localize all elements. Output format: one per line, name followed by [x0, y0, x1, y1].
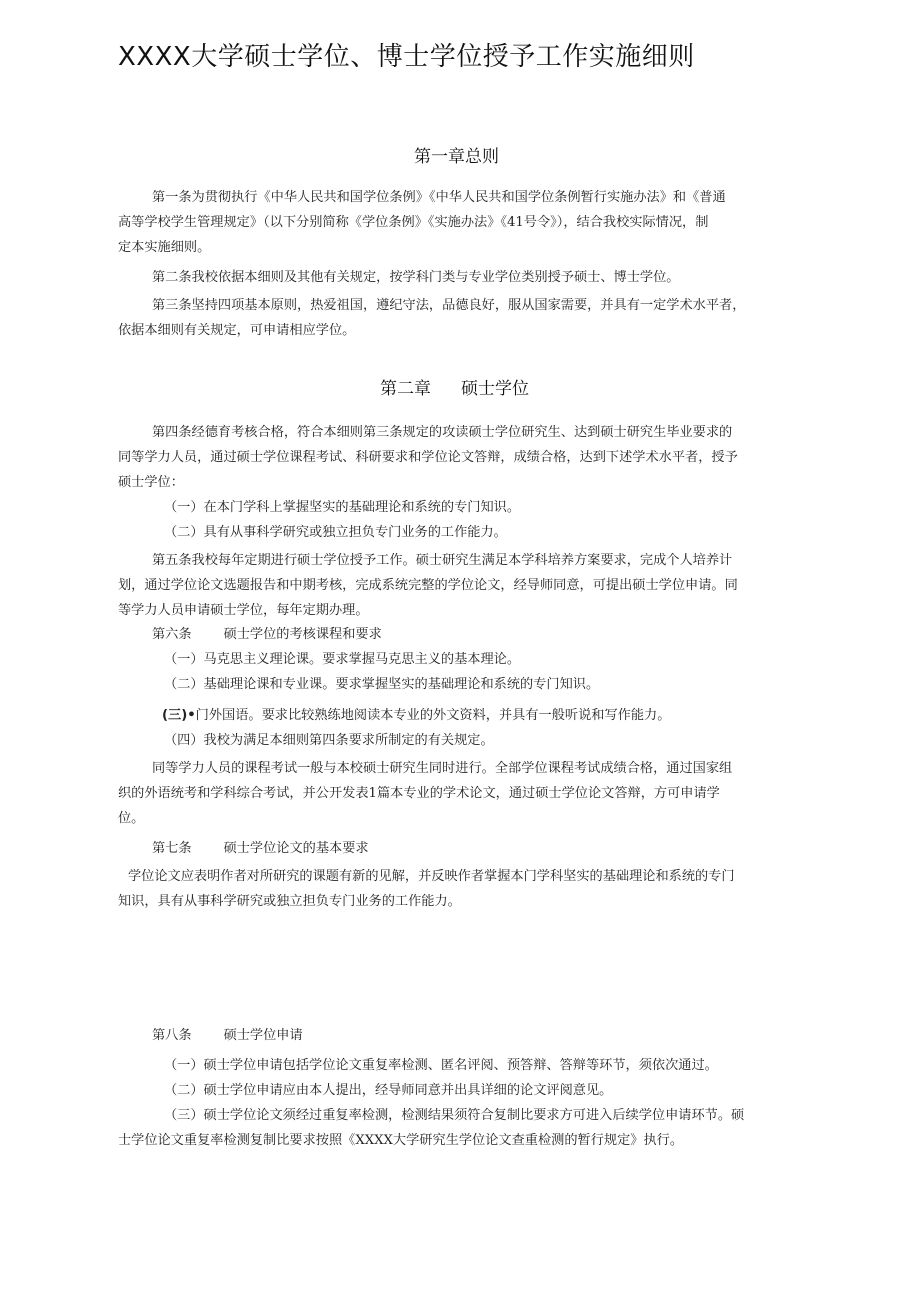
article-8-item: （一）硕士学位申请包括学位论文重复率检测、匿名评阅、预答辩、答辩等环节，须依次通过。: [164, 1058, 718, 1073]
article-7: [118, 836, 808, 914]
article-4-line: 同等学力人员，通过硕士学位课程考试、科研要求和学位论文答辩，成绩合格，达到下述学术水平者，授予: [118, 450, 738, 465]
article-6: [118, 622, 808, 831]
article-4-item: （一）在本门学科上掌握坚实的基础理论和系统的专门知识。: [164, 500, 521, 515]
article-6-item-3: [118, 703, 808, 728]
article-3-line: 第三条坚持四项基本原则，热爱祖国，遵纪守法，品德良好，服从国家需要，并具有一定学术水平者，: [152, 298, 746, 313]
chapter-2-heading: [380, 374, 529, 399]
article-8-label: 第八条: [152, 1028, 192, 1043]
article-5-line: 划，通过学位论文选题报告和中期考核，完成系统完整的学位论文，经导师同意，可提出硕士学位申请。同: [118, 578, 738, 593]
article-7-line: 学位论文应表明作者对所研究的课题有新的见解，并反映作者掌握本门学科坚实的基础理论和系统的专门: [128, 869, 735, 884]
article-6-item-3-mark: (三)•: [162, 708, 196, 723]
article-7-heading: [118, 836, 808, 861]
chapter-1-heading: 第一章总则: [414, 147, 499, 167]
article-6-item: （二）基础理论课和专业课。要求掌握坚实的基础理论和系统的专门知识。: [164, 677, 600, 692]
article-1: [118, 185, 808, 260]
article-8: [118, 1023, 808, 1153]
article-8-item-3-line: （三）硕士学位论文须经过重复率检测，检测结果须符合复制比要求方可进入后续学位申请环节。硕: [164, 1108, 745, 1123]
article-7-line: 知识，具有从事科学研究或独立担负专门业务的工作能力。: [118, 894, 461, 909]
article-8-item-3-line: 士学位论文重复率检测复制比要求按照《XXXX大学研究生学位论文查重检测的暂行规定》执行。: [118, 1133, 684, 1148]
article-8-title: 硕士学位申请: [223, 1028, 303, 1043]
article-2-text: 第二条我校依据本细则及其他有关规定，按学科门类与专业学位类别授予硕士、博士学位。: [152, 270, 680, 285]
article-3: [118, 293, 808, 343]
article-6-heading: [118, 622, 808, 647]
article-4-item: （二）具有从事科学研究或独立担负专门业务的工作能力。: [164, 525, 507, 540]
article-5: [118, 548, 808, 623]
article-6-label: 第六条: [152, 627, 192, 642]
chapter-2-title: 硕士学位: [461, 379, 529, 399]
article-5-line: 等学力人员申请硕士学位，每年定期办理。: [118, 603, 369, 618]
article-6-item-3-text: 门外国语。要求比较熟练地阅读本专业的外文资料，并具有一般听说和写作能力。: [195, 708, 671, 723]
article-6-extra-line: 同等学力人员的课程考试一般与本校硕士研究生同时进行。全部学位课程考试成绩合格，通过国家组: [152, 761, 733, 776]
article-6-item: （一）马克思主义理论课。要求掌握马克思主义的基本理论。: [164, 652, 521, 667]
article-1-line: 第一条为贯彻执行《中华人民共和国学位条例》《中华人民共和国学位条例暂行实施办法》和《普通: [152, 190, 726, 205]
article-6-extra-line: 织的外语统考和学科综合考试，并公开发表1篇本专业的学术论文，通过硕士学位论文答辩，方可申请学: [118, 786, 720, 801]
article-8-item: （二）硕士学位申请应由本人提出，经导师同意并出具详细的论文评阅意见。: [164, 1083, 613, 1098]
article-6-item-4: （四）我校为满足本细则第四条要求所制定的有关规定。: [164, 733, 494, 748]
article-7-title: 硕士学位论文的基本要求: [223, 841, 369, 856]
article-5-line: 第五条我校每年定期进行硕士学位授予工作。硕士研究生满足本学科培养方案要求，完成个人培养计: [152, 553, 733, 568]
article-3-line: 依据本细则有关规定，可申请相应学位。: [118, 323, 356, 338]
article-4-line: 硕士学位：: [118, 475, 184, 490]
article-1-line: 定本实施细则。: [118, 240, 211, 255]
article-4: [118, 420, 808, 545]
article-1-line: 高等学校学生管理规定》（以下分别简称《学位条例》《实施办法》《41号令》），结合我校实际情况，制: [118, 215, 709, 230]
document-title: XXXX大学硕士学位、博士学位授予工作实施细则: [118, 42, 695, 72]
article-6-extra-line: 位。: [118, 811, 145, 826]
article-8-heading: [118, 1023, 808, 1048]
article-4-line: 第四条经德育考核合格，符合本细则第三条规定的攻读硕士学位研究生、达到硕士研究生毕业要求的: [152, 425, 733, 440]
article-2: [118, 265, 808, 290]
article-6-title: 硕士学位的考核课程和要求: [223, 627, 382, 642]
article-7-label: 第七条: [152, 841, 192, 856]
chapter-2-number: 第二章: [380, 379, 431, 399]
